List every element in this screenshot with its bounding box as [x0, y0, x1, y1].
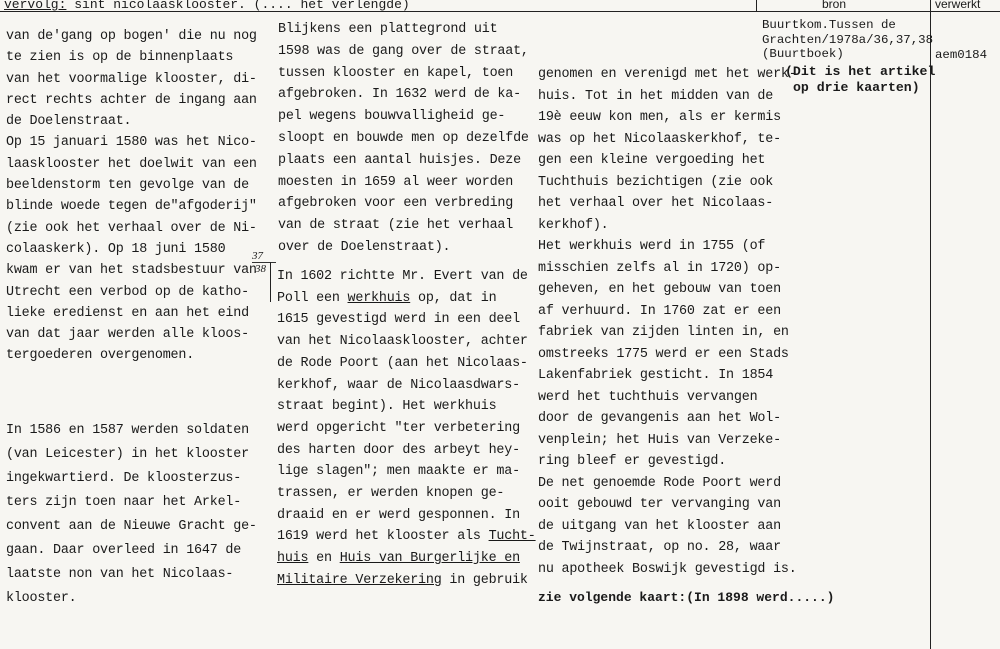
huis-van-burgerlijke-term: Huis van Burgerlijke en [339, 551, 520, 567]
text-line [277, 570, 536, 592]
text-line: laasklooster het doelwit van een [6, 156, 257, 172]
text-span: Poll een [277, 290, 348, 306]
text-line: huis. Tot in het midden van de [538, 88, 774, 104]
column-1 [6, 26, 257, 367]
column-3 [538, 64, 797, 580]
text-line: moesten in 1659 al weer worden [278, 174, 514, 190]
text-line: straat begint). Het werkhuis [277, 399, 497, 415]
text-line: tergoederen overgenomen. [6, 348, 195, 364]
text-line: trassen, er werden knopen ge- [277, 486, 505, 502]
side-note-line: op drie kaarten) [793, 80, 920, 95]
text-line: pel wegens bouwvalligheid ge- [278, 109, 506, 125]
text-line: ters zijn toen naar het Arkel- [6, 495, 242, 510]
tuchthuis-term-2: huis [277, 551, 309, 567]
column-1-paragraph-2 [6, 419, 257, 611]
bron-line: (Buurtboek) [762, 47, 844, 61]
text-line: In 1602 richtte Mr. Evert van de [277, 269, 528, 284]
text-line: lige slagen"; men maakte er ma- [277, 464, 520, 480]
militaire-verzekering-term: Militaire Verzekering [277, 572, 442, 588]
text-line: van dat jaar werden alle kloos- [6, 327, 249, 343]
card-mark-37: 37 [252, 250, 263, 262]
verwerkt-header: verwerkt [935, 0, 981, 11]
text-line: Het werkhuis werd in 1755 (of [538, 239, 766, 254]
text-line: rect rechts achter de ingang aan [6, 92, 257, 108]
bron-header: bron [822, 0, 847, 11]
text-line: geheven, en het gebouw van toen [538, 282, 781, 297]
text-line: misschien zelfs al in 1720) op- [538, 260, 781, 276]
text-line: over de Doelenstraat). [278, 239, 451, 255]
side-note-line: (Dit is het artikel [785, 64, 936, 79]
text-line: kwam er van het stadsbestuur van [6, 263, 257, 279]
vervolg-label: vervolg: [4, 0, 67, 12]
text-line: van het Nicolaasklooster, achter [277, 334, 528, 350]
text-line: werd het tuchthuis vervangen [538, 389, 758, 405]
text-line: de Twijnstraat, op no. 28, waar [538, 540, 781, 555]
text-line: werd opgericht "ter verbetering [277, 420, 520, 436]
text-line: venplein; het Huis van Verzeke- [538, 432, 781, 448]
text-line: draaid en er werd gesponnen. In [277, 507, 520, 523]
text-line: des harten door des arbeyt hey- [277, 442, 520, 458]
text-line: 1598 was de gang over de straat, [278, 43, 529, 59]
text-line: fabriek van zijden linten in, en [538, 325, 789, 340]
continued-footer: zie volgende kaart:(In 1898 werd.....) [538, 590, 835, 605]
text-line: ring bleef er gevestigd. [538, 454, 727, 469]
page-header [4, 0, 410, 12]
werkhuis-term: werkhuis [347, 290, 411, 306]
text-line: 19è eeuw kon men, als er kermis [538, 110, 781, 125]
text-line: gen een kleine vergoeding het [538, 153, 766, 168]
text-line: nu apotheek Boswijk gevestigd is. [538, 561, 797, 577]
text-line: door de gevangenis aan het Wol- [538, 411, 781, 426]
text-line: Op 15 januari 1580 was het Nico- [6, 135, 257, 151]
verwerkt-column-divider [930, 0, 931, 649]
text-line: ooit gebouwd ter vervanging van [538, 497, 781, 512]
column-2-paragraph-2 [277, 266, 536, 592]
text-span: en [308, 551, 340, 567]
text-line: afgebroken. In 1632 werd de ka- [278, 87, 521, 103]
text-line: 1615 gevestigd werd in een deel [277, 312, 520, 328]
text-line: colaaskerk). Op 18 juni 1580 [6, 241, 226, 257]
text-span: op, dat in [410, 290, 497, 306]
text-line: Blijkens een plattegrond uit [278, 22, 498, 37]
text-line: (van Leicester) in het klooster [6, 447, 249, 462]
text-line: gaan. Daar overleed in 1647 de [6, 543, 242, 558]
bron-column-divider-top [756, 0, 757, 12]
text-line: tussen klooster en kapel, toen [278, 65, 514, 81]
text-line: af verhuurd. In 1760 zat er een [538, 303, 781, 319]
text-line: beeldenstorm ten gevolge van de [6, 178, 249, 194]
text-line: de Rode Poort (aan het Nicolaas- [277, 355, 528, 371]
text-line [277, 288, 536, 310]
text-line: kerkhof). [538, 217, 609, 233]
text-line: plaats een aantal huisjes. Deze [278, 152, 521, 168]
text-line: Utrecht een verbod op de katho- [6, 284, 249, 300]
text-line: sloopt en bouwde men op dezelfde [278, 130, 529, 146]
text-line: (zie ook het verhaal over de Ni- [6, 220, 257, 236]
text-line: Lakenfabriek gesticht. In 1854 [538, 368, 774, 383]
text-line [277, 548, 536, 570]
text-line: blinde woede tegen de"afgoderij" [6, 199, 257, 215]
bron-line: Buurtkom.Tussen de [762, 18, 896, 32]
text-line: het verhaal over het Nicolaas- [538, 196, 774, 211]
text-line: De net genoemde Rode Poort werd [538, 475, 781, 491]
text-line: de uitgang van het klooster aan [538, 518, 781, 534]
text-line: convent aan de Nieuwe Gracht ge- [6, 519, 257, 534]
text-line: klooster. [6, 591, 77, 606]
text-line: van het voormalige klooster, di- [6, 71, 257, 87]
text-line: van de straat (zie het verhaal [278, 218, 514, 234]
text-span: 1619 werd het klooster als [277, 529, 489, 545]
card-mark-38: 38 [255, 263, 266, 275]
text-line: omstreeks 1775 werd er een Stads [538, 346, 789, 362]
bron-cell [762, 18, 933, 62]
column-2 [278, 19, 529, 259]
text-line: ingekwartierd. De kloosterzus- [6, 471, 242, 486]
side-note [785, 64, 935, 96]
text-line: te zien is op de binnenplaats [6, 50, 234, 66]
text-line: genomen en verenigd met het werk- [538, 67, 797, 82]
text-line: was op het Nicolaaskerkhof, te- [538, 131, 781, 147]
text-line: lieke eredienst en aan het eind [6, 305, 249, 321]
text-line: van de'gang op bogen' die nu nog [6, 29, 257, 44]
text-span: in gebruik [441, 572, 528, 588]
text-line [277, 526, 536, 548]
text-line: afgebroken voor een verbreding [278, 196, 514, 212]
text-line: laatste non van het Nicolaas- [6, 567, 234, 582]
page-title: sint nicolaasklooster. (.... het verlengde) [66, 0, 410, 12]
text-line: In 1586 en 1587 werden soldaten [6, 423, 249, 438]
bron-line: Grachten/1978a/36,37,38 [762, 32, 934, 47]
text-line: Tuchthuis bezichtigen (zie ook [538, 174, 774, 190]
text-line: kerkhof, waar de Nicolaasdwars- [277, 377, 520, 393]
card-mark-vline [270, 262, 271, 302]
tuchthuis-term: Tucht- [488, 529, 536, 545]
text-line: de Doelenstraat. [6, 114, 132, 130]
verwerkt-code: aem0184 [935, 48, 988, 62]
